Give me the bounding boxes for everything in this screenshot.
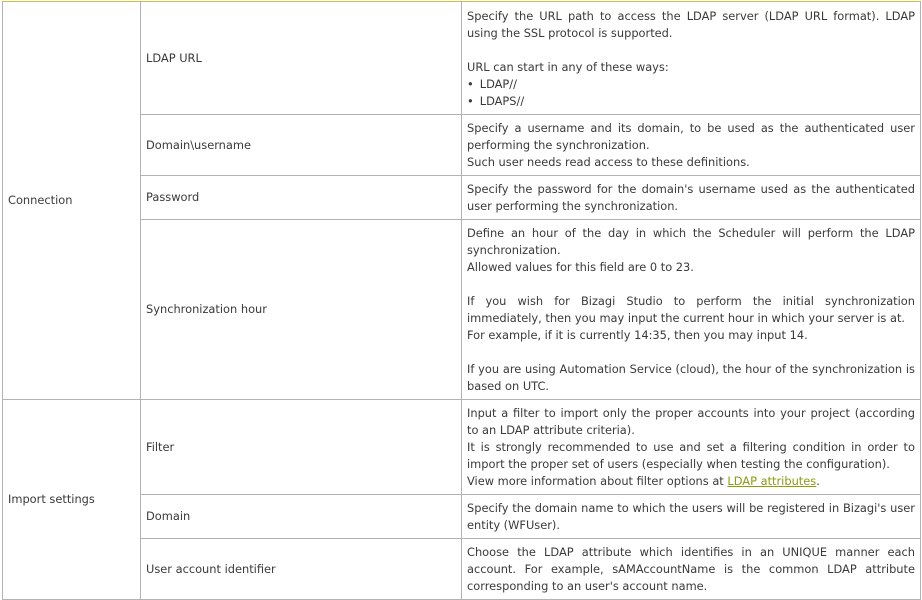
group-connection: Connection <box>3 2 141 400</box>
field-label: User account identifier <box>141 539 462 600</box>
table-row <box>3 539 921 600</box>
field-description: Choose the LDAP attribute which identifies in an UNIQUE manner each account. For example, sAMAccountName is the common LDAP attribute corresponding to an user's account name. <box>462 539 921 600</box>
list-item: • LDAPS// <box>467 93 915 110</box>
field-label: Filter <box>141 400 462 495</box>
ldap-attributes-link[interactable]: LDAP attributes <box>727 474 817 488</box>
field-label: Password <box>141 176 462 220</box>
field-description: Specify the domain name to which the users will be registered in Bizagi's user entity (WFUser). <box>462 495 921 539</box>
table-row <box>3 2 921 115</box>
group-import-settings: Import settings <box>3 400 141 600</box>
field-description: Specify the URL path to access the LDAP server (LDAP URL format). LDAP using the SSL protocol is supported. URL can start in any of these ways: • LDAP// • LDAPS// <box>462 2 921 115</box>
field-description: Input a filter to import only the proper accounts into your project (according to an LDAP attribute criteria). It is strongly recommended to use and set a filtering condition in order to import the proper set of users (especially when testing the configuration). View more information about filter options at LDAP attributes. <box>462 400 921 495</box>
table-row <box>3 495 921 539</box>
list-item: • LDAP// <box>467 76 915 93</box>
table-row <box>3 176 921 220</box>
ldap-settings-table <box>2 1 921 600</box>
field-label: Domain\username <box>141 115 462 176</box>
field-description: Specify a username and its domain, to be used as the authenticated user performing the synchronization. Such user needs read access to these definitions. <box>462 115 921 176</box>
field-label: LDAP URL <box>141 2 462 115</box>
field-description: Define an hour of the day in which the Scheduler will perform the LDAP synchronization. Allowed values for this field are 0 to 23. If you wish for Bizagi Studio to perform the initial synchronization immediately, then you may input the current hour in which your server is at. For example, if it is currently 14:35, then you may input 14. If you are using Automation Service (cloud), the hour of the synchronization is based on UTC. <box>462 220 921 400</box>
table-row <box>3 400 921 495</box>
table-row <box>3 115 921 176</box>
field-label: Domain <box>141 495 462 539</box>
table-row <box>3 220 921 400</box>
field-description: Specify the password for the domain's username used as the authenticated user performing the synchronization. <box>462 176 921 220</box>
field-label: Synchronization hour <box>141 220 462 400</box>
